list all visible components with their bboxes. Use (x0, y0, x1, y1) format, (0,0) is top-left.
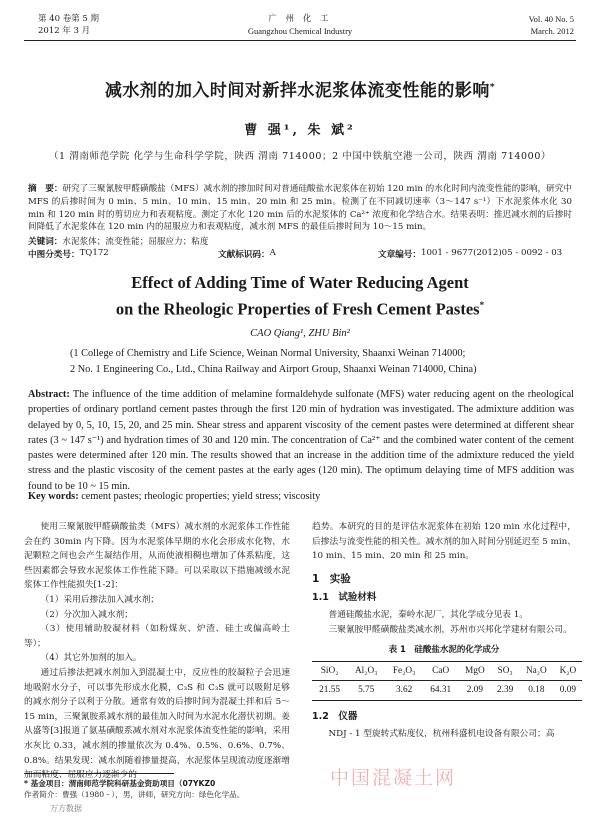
paragraph: 趋势。本研究的目的是评估水泥浆体在初始 120 min 水化过程中，后掺法与流变性能的相关性。减水剂的加入时间分别延迟至 5 min、10 min、15 min、20 min 和 25 min。 (312, 522, 576, 562)
header-volume-en: Vol. 40 No. 5 (528, 14, 574, 24)
watermark-text: 中国混凝土网 (330, 767, 457, 789)
authors-cn: 曹 强¹, 朱 斌² (244, 123, 356, 138)
header-journal-en: Guangzhou Chemical Industry (247, 26, 353, 36)
title-cn: 减水剂的加入时间对新拌水泥浆体流变性能的影响* (104, 81, 496, 101)
header-date-cn: 2012 年 3 月 (38, 26, 91, 36)
subsection-heading: 1.2 仪器 (312, 710, 358, 722)
header-rule (24, 40, 576, 41)
footnote-rule (24, 773, 174, 774)
footnote: * 基金项目：渭南师范学院科研基金资助项目（07YKZ0 作者简介：曹强（1980 - ），男，讲师，研究方向：绿色化学品。 (24, 779, 245, 799)
affiliation-cn: （1 渭南师范学院 化学与生命科学学院，陕西 渭南 714000；2 中国中铁航空港一公司，陕西 渭南 714000） (48, 151, 552, 162)
body-left-column (24, 520, 290, 783)
table-row: 21.55 5.75 3.62 64.31 2.09 2.39 0.18 0.09 (312, 681, 582, 701)
list-item: （2）分次加入减水剂； (40, 609, 133, 620)
abstract-en: Abstract: The influence of the time addition of melamine formaldehyde sulfonate (MFS) water reducing agent on the rheological properties of ordinary portland cement pastes through the first 120 min of hydration was investigated. The admixture addition was delayed by 0, 5, 10, 15, 20, and 25 min. Shear stress and apparent viscosity of the cement pastes were determined at different shear rates (3 ~ 147 s⁻¹) and hydration times of 30 and 120 min. The concentration of Ca²⁺ and the combined water content of the cement pastes were determined after 120 min. The results showed that an increase in the addition time of the admixture reduced the yield stress and the plastic viscosity of the cement pastes at the early ages (120 min). The optimum delaying time of MFS addition was found to be 10 ~ 15 min. (28, 389, 575, 492)
keywords-en: Key words: cement pastes; rheologic properties; yield stress; viscosity (28, 491, 321, 502)
subsection-heading: 1.1 试验材料 (312, 592, 377, 604)
composition-table (312, 661, 582, 701)
list-item: （3）使用辅助胶凝材料（如粉煤灰、炉渣、硅土或偏高岭土等）； (24, 624, 290, 649)
wanfang-mark: 万方数据 (50, 804, 82, 813)
header-journal-cn: 广 州 化 工 (268, 14, 332, 24)
abstract-cn: 摘 要：研究了三聚氰胺甲醛磺酸盐（MFS）减水剂的掺加时间对普通硅酸盐水泥浆体在初始 120 min 的水化时间内流变性能的影响，研究中 MFS 的后掺时间为 0 min、5 min、10 min、15 min、20 min 和 25 min。检测了在不同减切速率（3～147 s⁻¹）下水泥浆体水化 30 min 和 120 min 时的剪切应力和表观粘度。测定了水化 120 min 后的水泥浆体的 Ca²⁺ 浓度和化学结合水。结果表明：推迟减水剂的后掺时间降低了水泥浆体在 120 min 内的屈服应力和表观粘度，减水剂 MFS 的最佳后掺时间为 10～15 min。 (28, 184, 572, 233)
title-en: Effect of Adding Time of Water Reducing Agent on the Rheologic Properties of Fresh Cement Pastes* (115, 273, 485, 319)
table-header-row: SiO₂ Al₂O₃ Fe₂O₃ CaO MgO SO₃ Na₂O K₂O (312, 661, 582, 681)
section-heading: 1 实验 (312, 572, 351, 585)
header-issue-cn: 第 40 卷第 5 期 (38, 14, 100, 24)
paragraph: 三聚氰胺甲醛磺酸盐类减水剂，苏州市兴邦化学建材有限公司。 (328, 624, 572, 635)
list-item: （4）其它外加剂的加入。 (40, 653, 142, 664)
authors-en: CAO Qiang¹, ZHU Bin² (250, 328, 350, 339)
body-right-column (312, 520, 576, 741)
paragraph: 通过后掺法把减水剂加入到混凝土中，反应性的胶凝粒子会迅速地吸附水分子，可以事先形成水化膜，C₃S 和 C₃S 就可以吸附足够的减水剂分子以利于分散。通常有效的后掺时间为混凝土拌和后 5～15 min，三聚氰胺系减水剂的最佳加入时间为水泥水化潜伏初期。姜从盛等[3]报道了氨基磺酸系减水剂对水泥浆体流变性能的影响，采用水灰比 0.33，减水剂的掺量依次为 0.4%、0.5%、0.6%、0.7%、0.8%。结果发现：减水剂随着掺量提高，水泥浆体呈现流动度逐渐增加而粘度、屈服应力逐渐少的 (24, 667, 290, 781)
keywords-cn: 关键词：水泥浆体；流变性能；屈服应力；粘度 (28, 237, 209, 247)
list-item: （1）采用后掺法加入减水剂； (40, 594, 159, 605)
paragraph: 使用三聚氰胺甲醛磺酸盐类（MFS）减水剂的水泥浆体工作性能会在约 30min 内下降。因为水泥浆体早期的水化会形成水化物，水泥颗粒之间也会产生凝结作用，从而使液相稠也增加了体系粘度，这些因素都会导致水泥浆体工作性能下降。可以采取以下措施减缓水泥浆体工作性能损失[1-2]： (24, 522, 290, 591)
header-date-en: March. 2012 (530, 26, 574, 36)
paragraph: 普通硅酸盐水泥，秦岭水泥厂，其化学成分见表 1。 (328, 609, 528, 620)
affiliation-en: (1 College of Chemistry and Life Science, Weinan Normal University, Shaanxi Weinan 714000; 2 No. 1 Engineering Co., Ltd., China Railway and Airport Group, Shaanxi Weinan 714000, China) (70, 348, 477, 375)
table-caption: 表 1 硅酸盐水泥的化学成分 (388, 645, 500, 656)
paragraph: NDJ - 1 型旋转式粘度仪，杭州科盛机电设备有限公司；高 (328, 728, 555, 739)
